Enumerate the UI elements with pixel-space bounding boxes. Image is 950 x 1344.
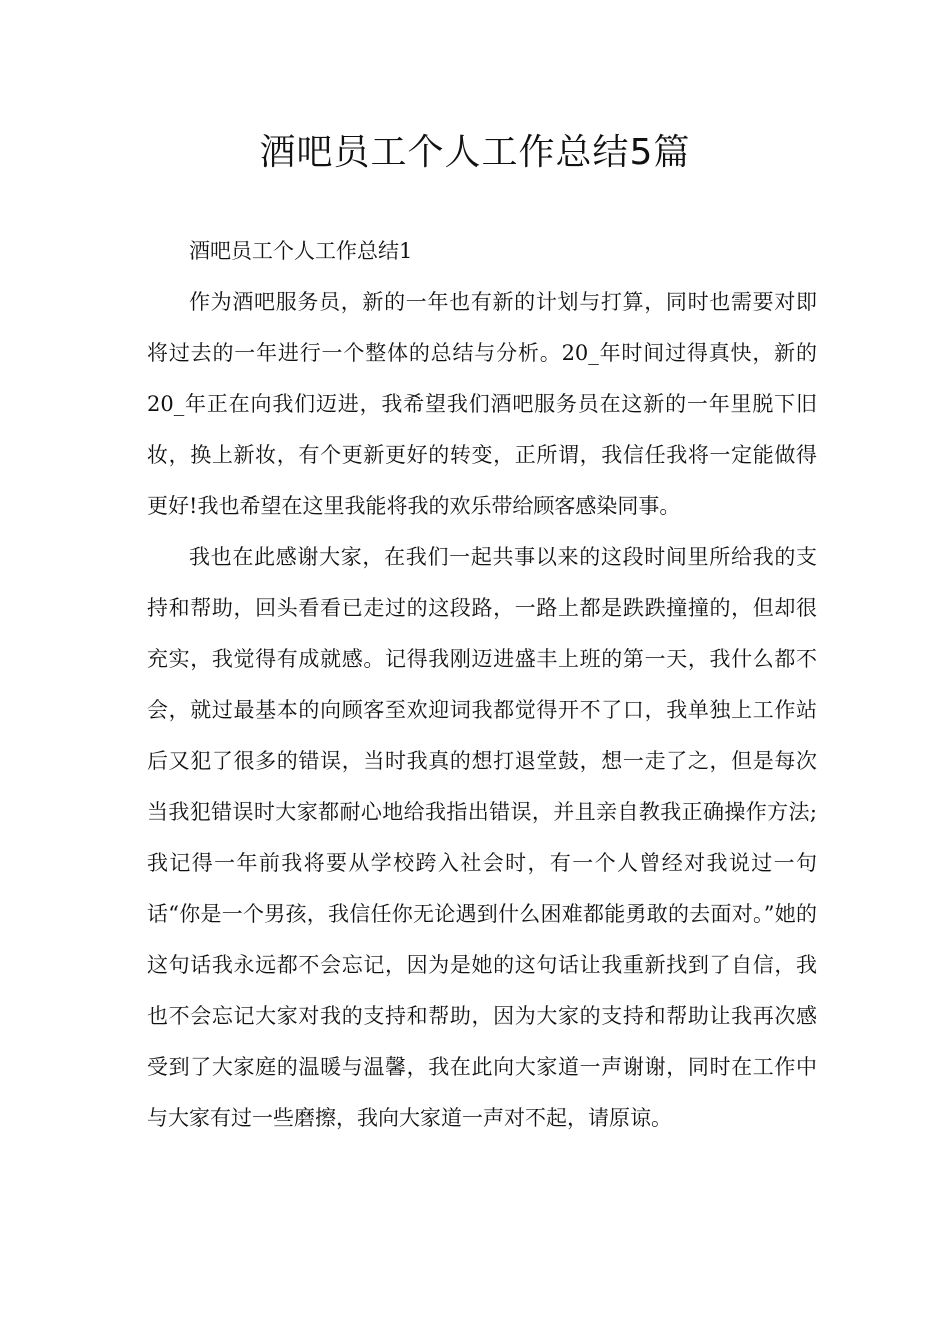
- paragraph-2: 我也在此感谢大家，在我们一起共事以来的这段时间里所给我的支持和帮助，回头看看已走过的这段路，一路上都是跌跌撞撞的，但却很充实，我觉得有成就感。记得我刚迈进盛丰上班的第一天，我什么都不会，就过最基本的向顾客至欢迎词我都觉得开不了口，我单独上工作站后又犯了很多的错误，当时我真的想打退堂鼓，想一走了之，但是每次当我犯错误时大家都耐心地给我指出错误，并且亲自教我正确操作方法;我记得一年前我将要从学校跨入社会时，有一个人曾经对我说过一句话“你是一个男孩，我信任你无论遇到什么困难都能勇敢的去面对。”她的这句话我永远都不会忘记，因为是她的这句话让我重新找到了自信，我也不会忘记大家对我的支持和帮助，因为大家的支持和帮助让我再次感受到了大家庭的温暖与温馨，我在此向大家道一声谢谢，同时在工作中与大家有过一些磨擦，我向大家道一声对不起，请原谅。: [147, 545, 817, 1130]
- paragraph-1: 作为酒吧服务员，新的一年也有新的计划与打算，同时也需要对即将过去的一年进行一个整体的总结与分析。20_年时间过得真快，新的20_年正在向我们迈进，我希望我们酒吧服务员在这新的一年里脱下旧妆，换上新妆，有个更新更好的转变，正所谓，我信任我将一定能做得更好!我也希望在这里我能将我的欢乐带给顾客感染同事。: [147, 290, 817, 518]
- document-body: [147, 226, 817, 1144]
- section-heading: 酒吧员工个人工作总结1: [189, 239, 413, 263]
- document-title: 酒吧员工个人工作总结5篇: [259, 132, 691, 173]
